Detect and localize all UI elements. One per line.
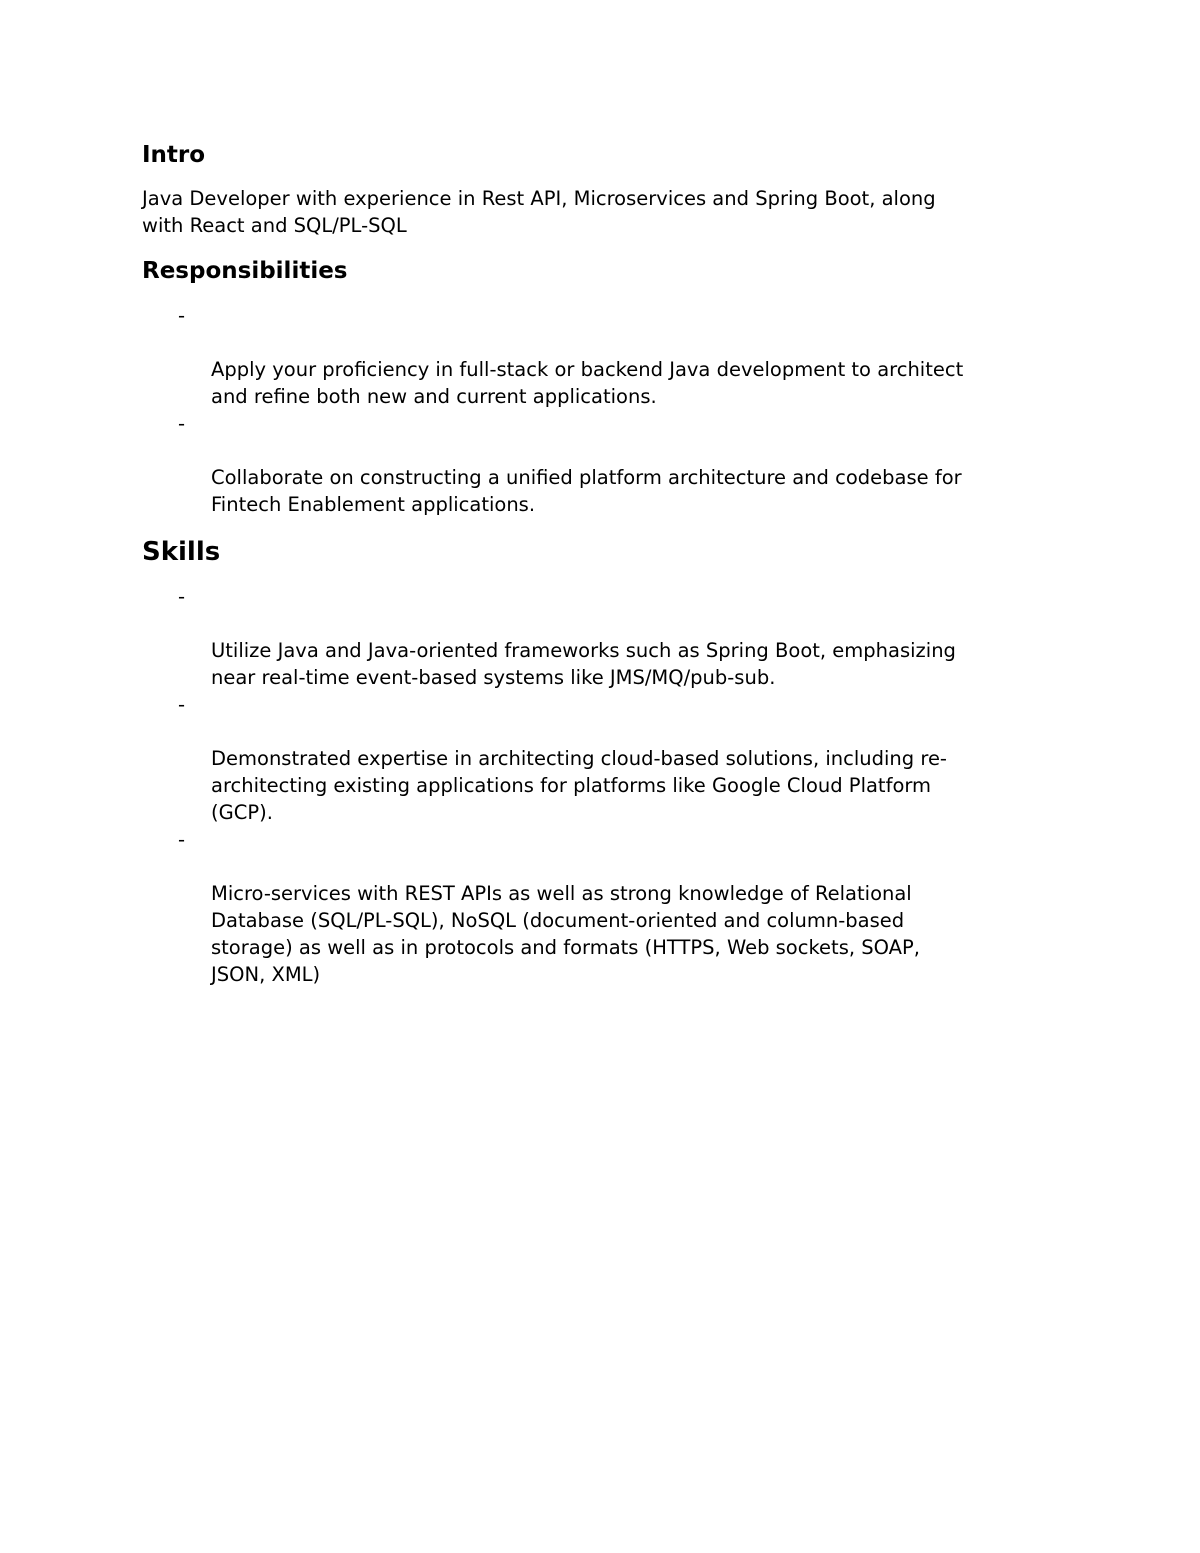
list-item	[142, 826, 1062, 988]
bullet-dash: -	[178, 693, 186, 716]
list-item-text: Micro-services with REST APIs as well as strong knowledge of Relational Database (SQL/PL-SQL), NoSQL (document-oriented and column-based storage) as well as in protocols and formats (HTTPS, Web sockets, SOAP, JSON, XML)	[211, 882, 920, 986]
list-item-text: Utilize Java and Java-oriented frameworks such as Spring Boot, emphasizing near real-time event-based systems like JMS/MQ/pub-sub.	[211, 639, 956, 689]
intro-heading: Intro	[142, 142, 206, 168]
bullet-dash: -	[178, 412, 186, 435]
responsibilities-list	[142, 302, 1062, 518]
list-item-text: Collaborate on constructing a unified platform architecture and codebase for Fintech Enablement applications.	[211, 466, 962, 516]
responsibilities-heading: Responsibilities	[142, 258, 348, 284]
list-item-text: Demonstrated expertise in architecting cloud-based solutions, including re- architecting existing applications for platforms like Google Cloud Platform (GCP).	[211, 747, 947, 824]
list-item	[142, 691, 1062, 826]
bullet-dash: -	[178, 828, 186, 851]
intro-paragraph: Java Developer with experience in Rest API, Microservices and Spring Boot, along with React and SQL/PL-SQL	[142, 187, 936, 237]
bullet-dash: -	[178, 304, 186, 327]
bullet-dash: -	[178, 585, 186, 608]
document-body	[142, 140, 1062, 988]
list-item	[142, 410, 1062, 518]
list-item	[142, 302, 1062, 410]
list-item-text: Apply your proficiency in full-stack or backend Java development to architect and refine both new and current applications.	[211, 358, 964, 408]
list-item	[142, 583, 1062, 691]
skills-list	[142, 583, 1062, 988]
skills-heading: Skills	[142, 537, 221, 567]
